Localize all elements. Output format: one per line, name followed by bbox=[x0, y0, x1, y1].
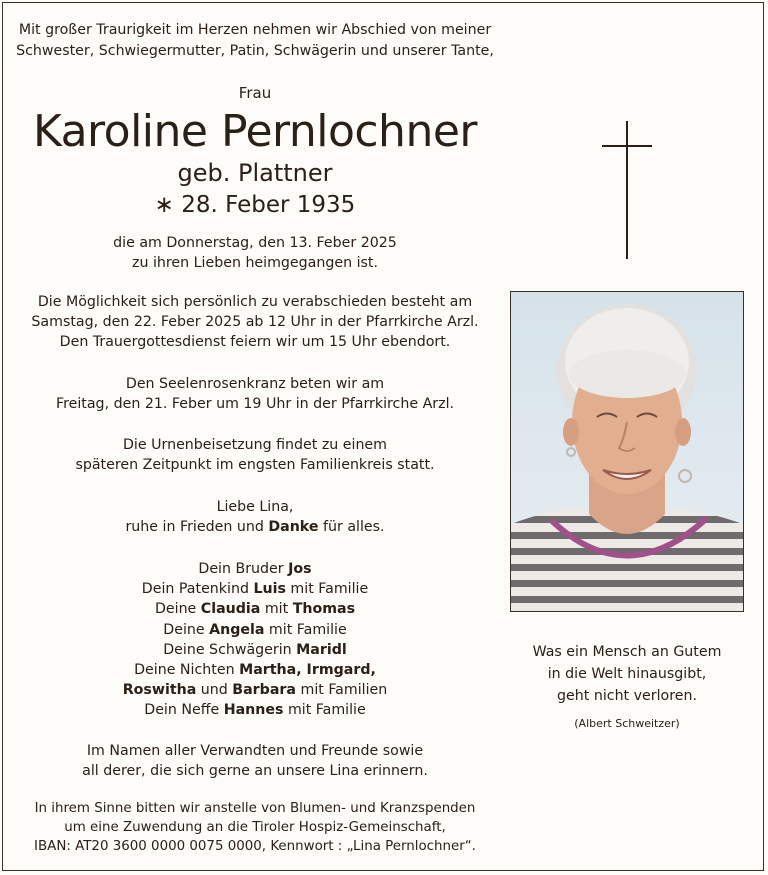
intro-text bbox=[10, 20, 500, 62]
text-line: Den Seelenrosenkranz beten wir am bbox=[125, 376, 385, 392]
intro-line: Schwester, Schwiegermutter, Patin, Schwägerin und unserer Tante, bbox=[16, 43, 494, 59]
text-line: all derer, die sich gerne an unsere Lina erinnern. bbox=[82, 763, 428, 779]
quote-author: (Albert Schweitzer) bbox=[574, 717, 680, 730]
death-text bbox=[10, 233, 500, 273]
family-list bbox=[10, 559, 500, 721]
family-member: Dein Neffe Hannes mit Familie bbox=[144, 702, 366, 719]
text-line: In ihrem Sinne bitten wir anstelle von Blumen- und Kranzspenden bbox=[34, 801, 476, 816]
text-line: die am Donnerstag, den 13. Feber 2025 bbox=[113, 235, 397, 251]
quote bbox=[510, 641, 744, 707]
honorific: Frau bbox=[238, 84, 272, 102]
cross-icon bbox=[602, 121, 652, 259]
deceased-name: Karoline Pernlochner bbox=[33, 106, 477, 157]
text-line: Samstag, den 22. Feber 2025 ab 12 Uhr in der Pfarrkirche Arzl. bbox=[31, 314, 479, 330]
relatives-text bbox=[10, 741, 500, 781]
family-member: Dein Patenkind Luis mit Familie bbox=[141, 581, 369, 598]
urn-text bbox=[10, 435, 500, 475]
text-line: Den Trauergottesdienst feiern wir um 15 Uhr ebendort. bbox=[59, 334, 451, 350]
farewell-text bbox=[10, 292, 500, 352]
family-member: Deine Schwägerin Maridl bbox=[163, 641, 347, 658]
portrait-photo bbox=[510, 291, 744, 612]
birth-date: ∗ 28. Feber 1935 bbox=[154, 192, 356, 218]
text-line: ruhe in Frieden und Danke für alles. bbox=[125, 519, 385, 535]
quote-line: geht nicht verloren. bbox=[557, 688, 697, 704]
text-line: Im Namen aller Verwandten und Freunde sowie bbox=[86, 743, 424, 759]
text-line: späteren Zeitpunkt im engsten Familienkreis statt. bbox=[75, 457, 435, 473]
family-member: Deine Angela mit Familie bbox=[163, 621, 347, 638]
text-line: Freitag, den 21. Feber um 19 Uhr in der Pfarrkirche Arzl. bbox=[55, 396, 455, 412]
text-line: zu ihren Lieben heimgegangen ist. bbox=[132, 255, 378, 271]
quote-line: Was ein Mensch an Gutem bbox=[532, 644, 722, 660]
rosary-text bbox=[10, 374, 500, 414]
family-member: Deine Nichten Martha, Irmgard, bbox=[134, 662, 376, 679]
birth-name: geb. Plattner bbox=[177, 159, 333, 187]
family-member: Roswitha und Barbara mit Familien bbox=[122, 682, 388, 699]
family-member: Deine Claudia mit Thomas bbox=[154, 601, 356, 618]
farewell-words bbox=[10, 497, 500, 537]
donation-text bbox=[10, 799, 500, 856]
text-line: um eine Zuwendung an die Tiroler Hospiz-Gemeinschaft, bbox=[64, 820, 446, 835]
intro-line: Mit großer Traurigkeit im Herzen nehmen wir Abschied von meiner bbox=[18, 22, 492, 38]
text-line: Liebe Lina, bbox=[216, 499, 294, 515]
text-line: Die Möglichkeit sich persönlich zu verabschieden besteht am bbox=[37, 294, 473, 310]
quote-line: in die Welt hinausgibt, bbox=[547, 666, 707, 682]
text-line: IBAN: AT20 3600 0000 0075 0000, Kennwort : „Lina Pernlochner“. bbox=[34, 839, 476, 854]
text-line: Die Urnenbeisetzung findet zu einem bbox=[123, 437, 387, 453]
family-member: Dein Bruder Jos bbox=[198, 561, 312, 577]
